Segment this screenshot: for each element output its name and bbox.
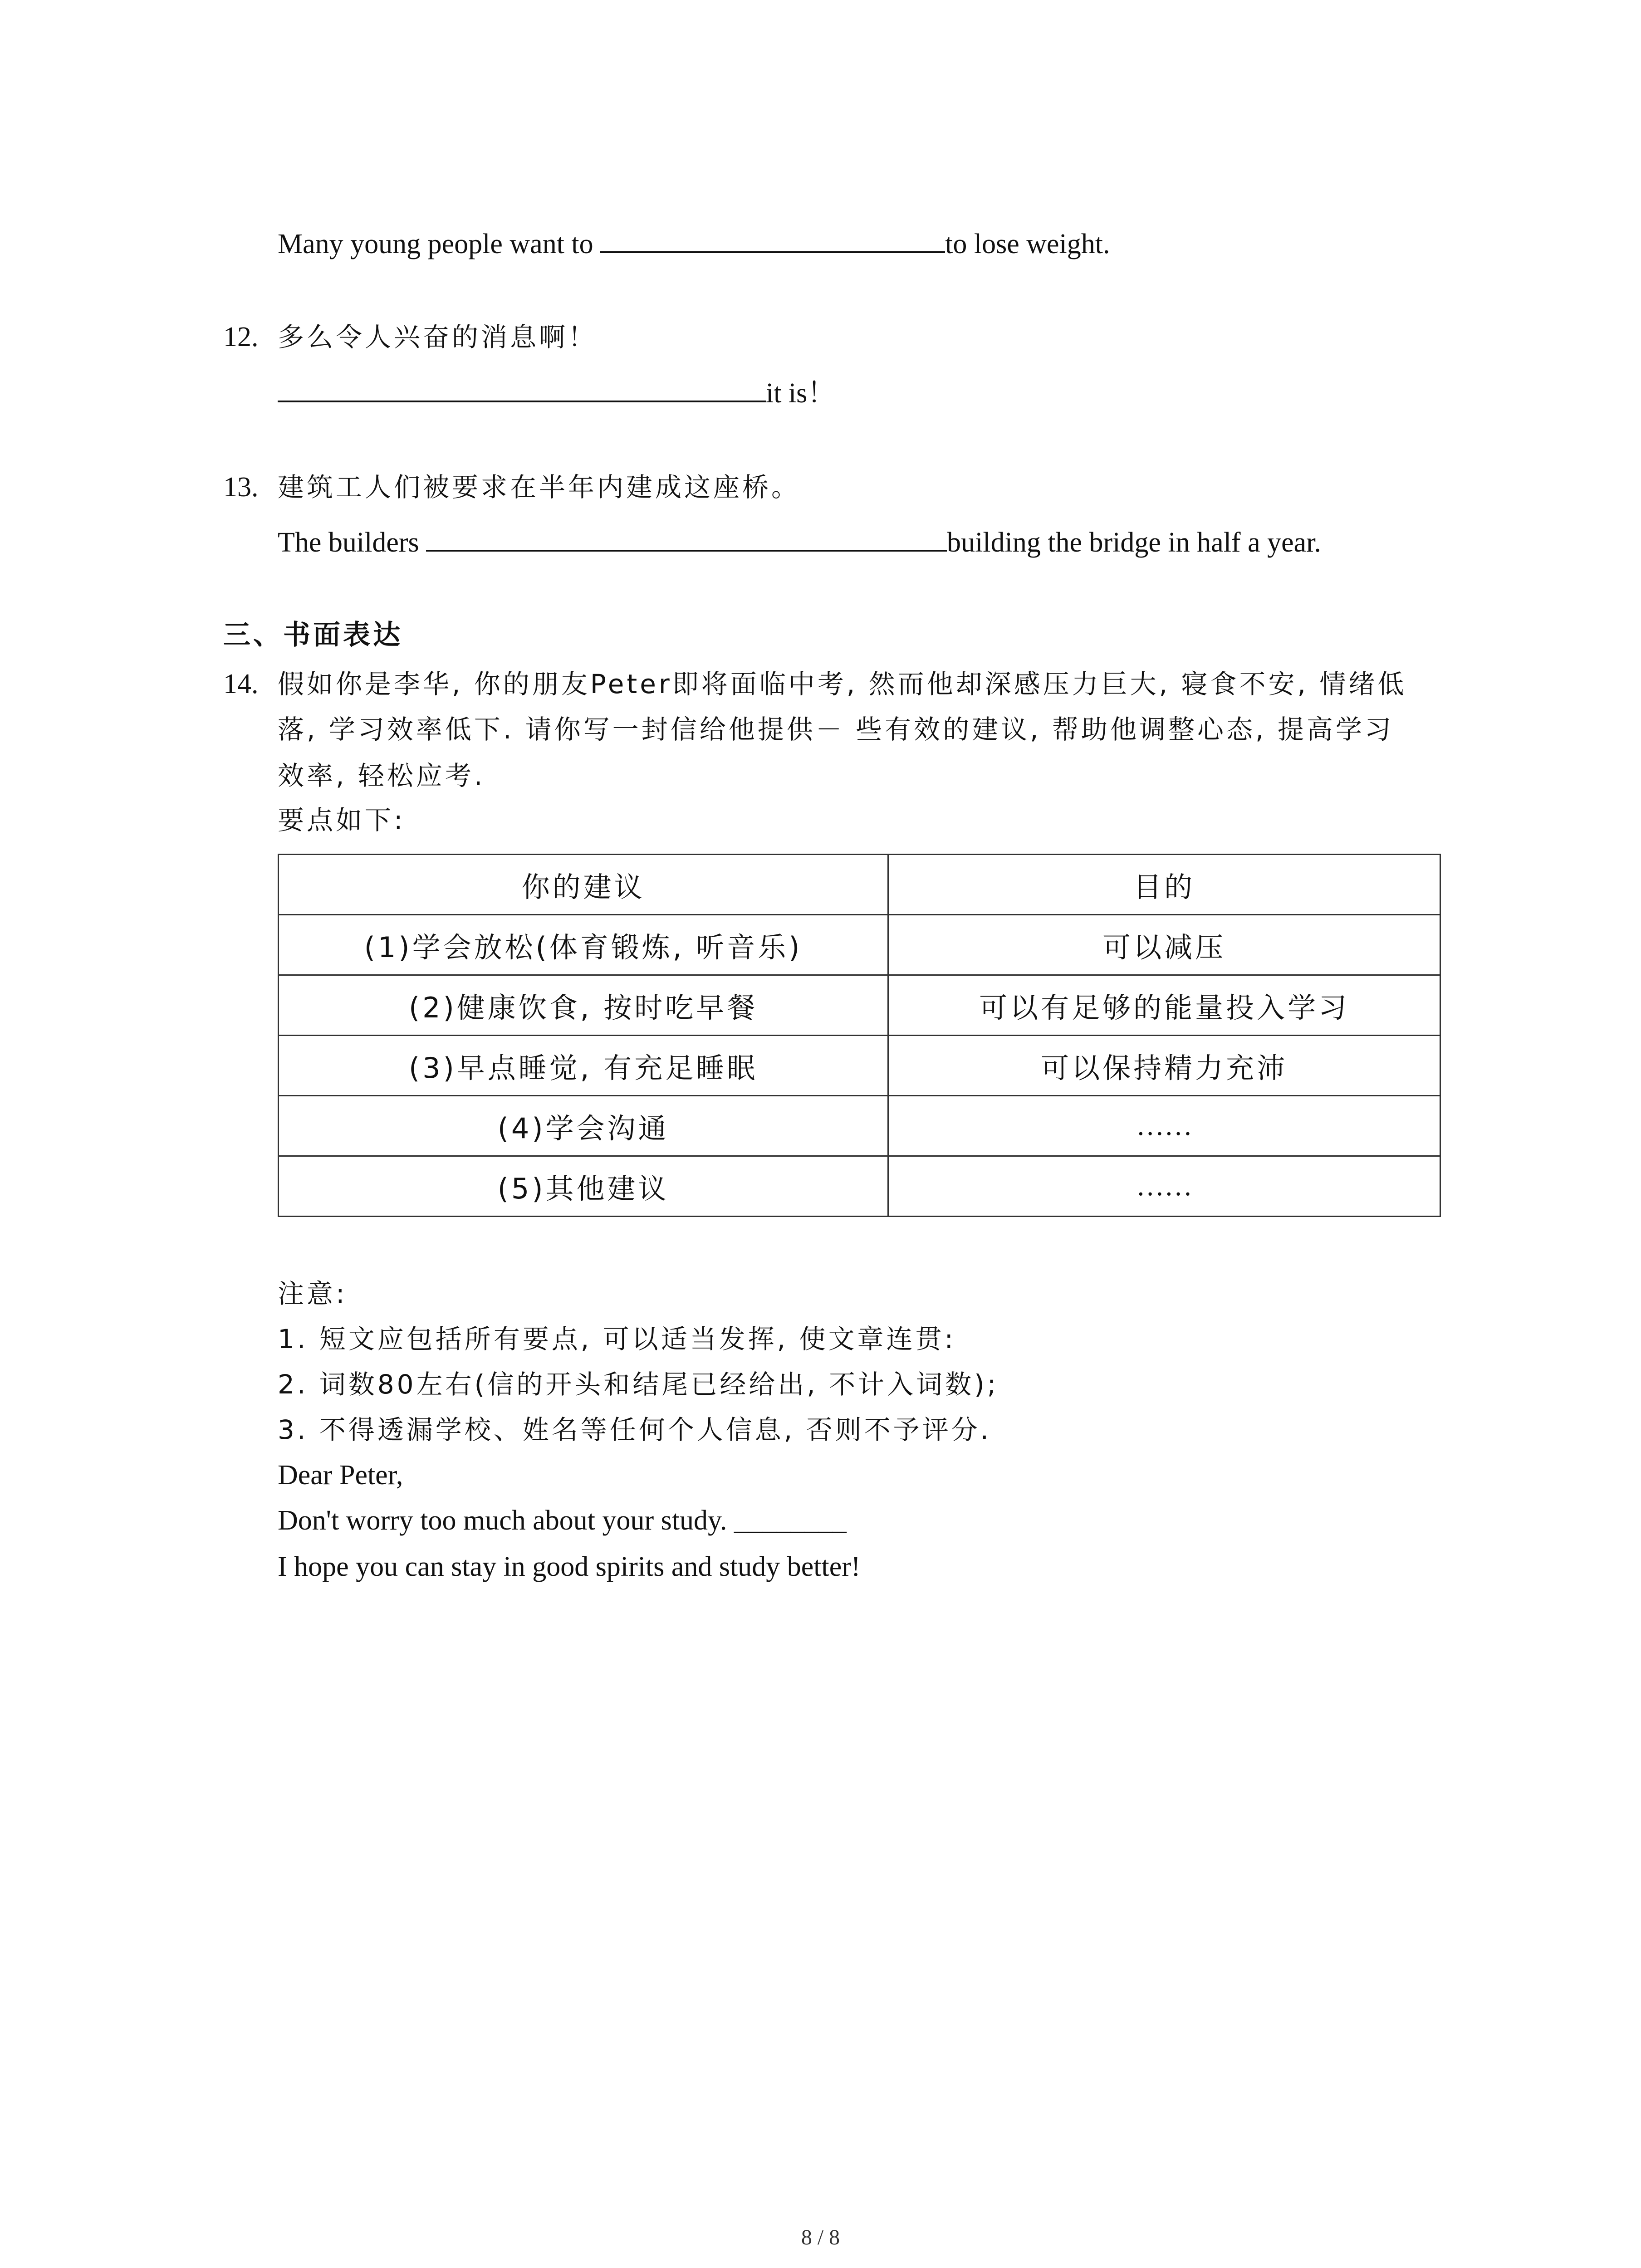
q14-line-2 [278,711,1394,748]
table-cell-suggestion: (5)其他建议 [279,1156,888,1217]
letter-opening: Don't worry too much about your study. ________ [278,1505,847,1536]
q14-text-line-3: 效率, 轻松应考. [278,760,485,791]
note-item: 3. 不得透漏学校、姓名等任何个人信息, 否则不予评分. [278,1414,992,1445]
table-row [279,975,1440,1036]
q12-sentence [278,372,835,411]
q12-answer-blank[interactable] [278,372,766,402]
table-cell-purpose: …… [888,1096,1440,1156]
q13-text-after: building the bridge in half a year. [947,527,1321,558]
note-line-3 [278,1412,991,1448]
table-cell-suggestion: (4)学会沟通 [279,1096,888,1156]
table-cell-purpose: 可以减压 [888,915,1440,975]
note-line-1 [278,1321,956,1357]
table-cell-suggestion: (3)早点睡觉, 有充足睡眠 [279,1036,888,1096]
q13-prompt: 建筑工人们被要求在半年内建成这座桥。 [278,472,801,503]
table-row [279,1096,1440,1156]
q14-number: 14. [223,669,259,699]
q11-text-after: to lose weight. [945,229,1110,259]
table-cell-purpose: 可以有足够的能量投入学习 [888,975,1440,1036]
q14-points-label [278,802,406,838]
q13-answer-blank[interactable] [426,522,947,552]
q12-text-after: it is！ [766,378,836,409]
q13-number: 13. [223,472,259,503]
table-cell-purpose: 可以保持精力充沛 [888,1036,1440,1096]
q14-line-3 [278,758,485,794]
note-item: 2. 词数80左右(信的开头和结尾已经给出, 不计入词数); [278,1369,999,1400]
notes-label: 注意: [278,1278,348,1309]
table-cell-suggestion: (2)健康饮食, 按时吃早餐 [279,975,888,1036]
q13-prompt-line [223,469,800,505]
q12-prompt-line [223,319,597,355]
letter-closing: I hope you can stay in good spirits and study better! [278,1551,861,1582]
table-cell-suggestion: (1)学会放松(体育锻炼, 听音乐) [279,915,888,975]
table-header-purpose: 目的 [888,855,1440,915]
table-cell-purpose: …… [888,1156,1440,1217]
table-header-suggestion: 你的建议 [279,855,888,915]
suggestions-table [278,854,1441,1217]
section-title-writing: 三、书面表达 [223,619,403,651]
note-item: 1. 短文应包括所有要点, 可以适当发挥, 使文章连贯: [278,1324,956,1354]
q12-prompt: 多么令人兴奋的消息啊！ [278,322,598,352]
q14-text-line-2: 落, 学习效率低下. 请你写一封信给他提供－ 些有效的建议, 帮助他调整心态, 提高学习 [278,714,1394,745]
q13-sentence [278,522,1321,561]
q14-text-line-1: 假如你是李华, 你的朋友Peter即将面临中考, 然而他却深感压力巨大, 寝食不安, 情绪低 [278,669,1407,699]
page-number: 8 / 8 [801,2225,840,2249]
q14-line-1 [223,666,1406,702]
notes-label-line [278,1276,348,1312]
table-header-row [279,855,1440,915]
points-label: 要点如下: [278,805,406,836]
q11-sentence [278,223,1110,262]
q11-answer-blank[interactable] [600,223,945,253]
note-line-2 [278,1366,999,1403]
table-row [279,1036,1440,1096]
letter-salutation: Dear Peter, [278,1460,403,1491]
q11-text-before: Many young people want to [278,229,601,259]
table-row [279,1156,1440,1217]
q12-number: 12. [223,322,259,352]
q13-text-before: The builders [278,527,426,558]
table-row [279,915,1440,975]
